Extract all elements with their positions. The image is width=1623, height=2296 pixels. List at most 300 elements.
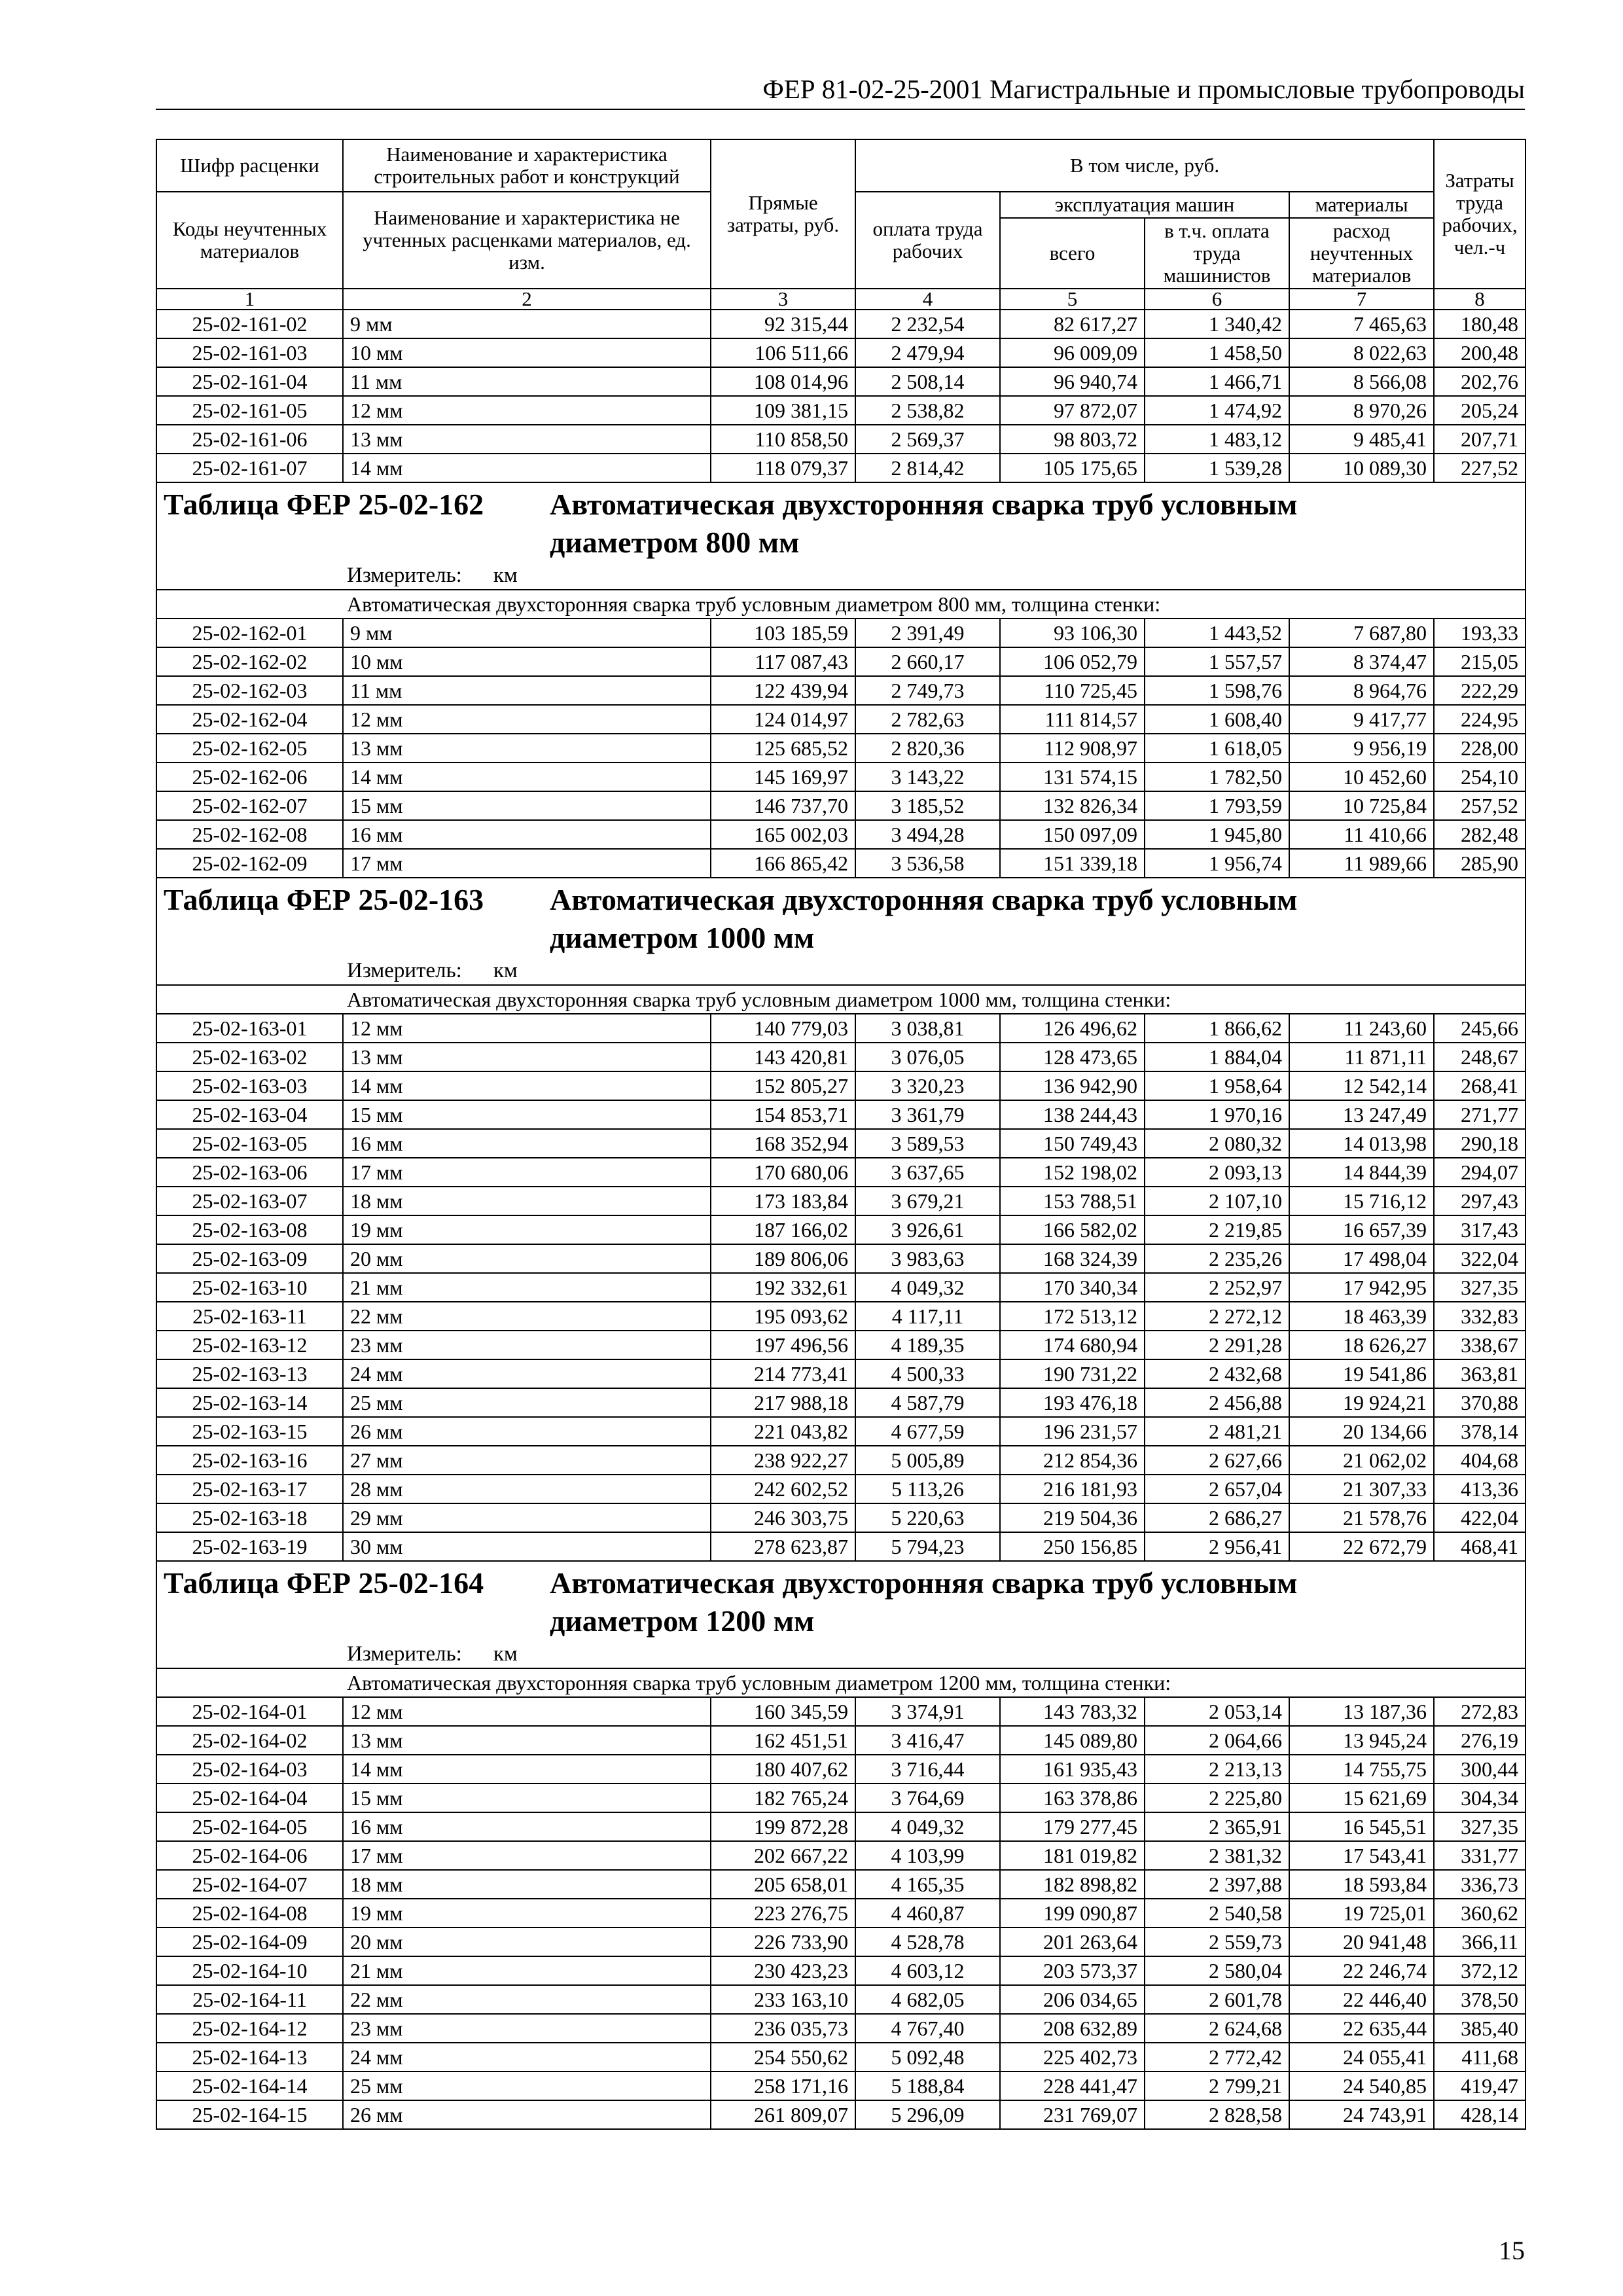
machines-total: 216 181,93 bbox=[1000, 1475, 1145, 1503]
machines-wages: 2 080,32 bbox=[1145, 1129, 1289, 1158]
direct-costs: 110 858,50 bbox=[711, 425, 855, 454]
table-title-row bbox=[156, 1561, 1525, 1640]
machines-wages: 2 053,14 bbox=[1145, 1697, 1289, 1726]
machines-total: 126 496,62 bbox=[1000, 1014, 1145, 1043]
table-title-row bbox=[156, 482, 1525, 562]
wall-thickness: 10 мм bbox=[343, 647, 711, 676]
direct-costs: 143 420,81 bbox=[711, 1043, 855, 1071]
rate-code: 25-02-163-18 bbox=[156, 1503, 343, 1532]
table-row bbox=[156, 1359, 1525, 1388]
rate-code: 25-02-163-11 bbox=[156, 1302, 343, 1331]
header-machines-total: всего bbox=[1000, 218, 1145, 289]
direct-costs: 118 079,37 bbox=[711, 454, 855, 482]
table-body bbox=[156, 310, 1525, 2129]
table-title bbox=[156, 482, 1525, 562]
labor-hours: 248,67 bbox=[1434, 1043, 1525, 1071]
table-row bbox=[156, 2100, 1525, 2129]
worker-wages: 2 569,37 bbox=[855, 425, 1000, 454]
direct-costs: 160 345,59 bbox=[711, 1697, 855, 1726]
wall-thickness: 15 мм bbox=[343, 791, 711, 820]
table-row bbox=[156, 1532, 1525, 1561]
table-row bbox=[156, 425, 1525, 454]
labor-hours: 224,95 bbox=[1434, 705, 1525, 734]
worker-wages: 3 185,52 bbox=[855, 791, 1000, 820]
materials: 22 635,44 bbox=[1289, 2014, 1434, 2043]
machines-wages: 1 458,50 bbox=[1145, 338, 1289, 367]
machines-wages: 1 945,80 bbox=[1145, 820, 1289, 849]
machines-total: 106 052,79 bbox=[1000, 647, 1145, 676]
direct-costs: 221 043,82 bbox=[711, 1417, 855, 1446]
direct-costs: 230 423,23 bbox=[711, 1956, 855, 1985]
wall-thickness: 23 мм bbox=[343, 2014, 711, 2043]
labor-hours: 411,68 bbox=[1434, 2043, 1525, 2072]
machines-total: 153 788,51 bbox=[1000, 1187, 1145, 1215]
rate-code: 25-02-163-15 bbox=[156, 1417, 343, 1446]
wall-thickness: 11 мм bbox=[343, 367, 711, 396]
labor-hours: 327,35 bbox=[1434, 1812, 1525, 1841]
machines-total: 105 175,65 bbox=[1000, 454, 1145, 482]
rate-code: 25-02-161-05 bbox=[156, 396, 343, 425]
column-number: 6 bbox=[1145, 289, 1289, 310]
table-row bbox=[156, 1071, 1525, 1100]
header-unaccounted-codes: Коды неучтенных материалов bbox=[156, 192, 343, 289]
wall-thickness: 11 мм bbox=[343, 676, 711, 705]
labor-hours: 285,90 bbox=[1434, 849, 1525, 878]
table-name bbox=[550, 881, 1492, 957]
machines-wages: 2 107,10 bbox=[1145, 1187, 1289, 1215]
machines-wages: 1 970,16 bbox=[1145, 1100, 1289, 1129]
machines-wages: 1 958,64 bbox=[1145, 1071, 1289, 1100]
materials: 24 743,91 bbox=[1289, 2100, 1434, 2129]
wall-thickness: 22 мм bbox=[343, 1985, 711, 2014]
rate-code: 25-02-164-12 bbox=[156, 2014, 343, 2043]
direct-costs: 162 451,51 bbox=[711, 1726, 855, 1755]
measure bbox=[156, 1640, 1525, 1668]
table-row bbox=[156, 1014, 1525, 1043]
materials: 18 463,39 bbox=[1289, 1302, 1434, 1331]
wall-thickness: 14 мм bbox=[343, 1071, 711, 1100]
machines-total: 82 617,27 bbox=[1000, 310, 1145, 338]
rate-code: 25-02-163-01 bbox=[156, 1014, 343, 1043]
machines-wages: 1 956,74 bbox=[1145, 849, 1289, 878]
rate-code: 25-02-163-10 bbox=[156, 1273, 343, 1302]
wall-thickness: 12 мм bbox=[343, 1014, 711, 1043]
machines-total: 174 680,94 bbox=[1000, 1331, 1145, 1359]
worker-wages: 5 188,84 bbox=[855, 2072, 1000, 2100]
materials: 21 062,02 bbox=[1289, 1446, 1434, 1475]
worker-wages: 5 113,26 bbox=[855, 1475, 1000, 1503]
machines-total: 110 725,45 bbox=[1000, 676, 1145, 705]
worker-wages: 3 076,05 bbox=[855, 1043, 1000, 1071]
wall-thickness: 26 мм bbox=[343, 1417, 711, 1446]
worker-wages: 2 479,94 bbox=[855, 338, 1000, 367]
worker-wages: 2 538,82 bbox=[855, 396, 1000, 425]
materials: 16 545,51 bbox=[1289, 1812, 1434, 1841]
measure bbox=[156, 562, 1525, 590]
rate-code: 25-02-164-10 bbox=[156, 1956, 343, 1985]
machines-total: 132 826,34 bbox=[1000, 791, 1145, 820]
column-number: 5 bbox=[1000, 289, 1145, 310]
wall-thickness: 12 мм bbox=[343, 396, 711, 425]
direct-costs: 125 685,52 bbox=[711, 734, 855, 762]
rate-code: 25-02-163-16 bbox=[156, 1446, 343, 1475]
worker-wages: 3 536,58 bbox=[855, 849, 1000, 878]
machines-wages: 2 291,28 bbox=[1145, 1331, 1289, 1359]
worker-wages: 2 749,73 bbox=[855, 676, 1000, 705]
rate-code: 25-02-164-11 bbox=[156, 1985, 343, 2014]
worker-wages: 4 528,78 bbox=[855, 1928, 1000, 1956]
measure-label: Измеритель: bbox=[347, 959, 462, 982]
materials: 17 498,04 bbox=[1289, 1244, 1434, 1273]
rate-code: 25-02-162-04 bbox=[156, 705, 343, 734]
wall-thickness: 19 мм bbox=[343, 1899, 711, 1928]
direct-costs: 146 737,70 bbox=[711, 791, 855, 820]
header-code: Шифр расценки bbox=[156, 139, 343, 192]
wall-thickness: 13 мм bbox=[343, 734, 711, 762]
labor-hours: 207,71 bbox=[1434, 425, 1525, 454]
machines-total: 219 504,36 bbox=[1000, 1503, 1145, 1532]
running-head-title: ФЕР 81-02-25-2001 Магистральные и промысловые трубопроводы bbox=[762, 74, 1525, 104]
labor-hours: 222,29 bbox=[1434, 676, 1525, 705]
wall-thickness: 18 мм bbox=[343, 1187, 711, 1215]
worker-wages: 3 374,91 bbox=[855, 1697, 1000, 1726]
header-unaccounted-name: Наименование и характеристика не учтенных расценками материалов, ед. изм. bbox=[343, 192, 711, 289]
direct-costs: 254 550,62 bbox=[711, 2043, 855, 2072]
machines-total: 181 019,82 bbox=[1000, 1841, 1145, 1870]
header-direct-costs: Прямые затраты, руб. bbox=[711, 139, 855, 289]
header-machines: эксплуатация машин bbox=[1000, 192, 1289, 218]
wall-thickness: 10 мм bbox=[343, 338, 711, 367]
machines-total: 161 935,43 bbox=[1000, 1755, 1145, 1784]
wall-thickness: 9 мм bbox=[343, 619, 711, 647]
labor-hours: 268,41 bbox=[1434, 1071, 1525, 1100]
worker-wages: 3 143,22 bbox=[855, 762, 1000, 791]
machines-total: 206 034,65 bbox=[1000, 1985, 1145, 2014]
wall-thickness: 20 мм bbox=[343, 1244, 711, 1273]
measure-value: км bbox=[493, 564, 518, 587]
wall-thickness: 14 мм bbox=[343, 454, 711, 482]
wall-thickness: 12 мм bbox=[343, 705, 711, 734]
table-name bbox=[550, 486, 1492, 562]
direct-costs: 233 163,10 bbox=[711, 1985, 855, 2014]
section-subtitle-row bbox=[156, 985, 1525, 1014]
header-rule bbox=[156, 109, 1525, 110]
wall-thickness: 20 мм bbox=[343, 1928, 711, 1956]
section-subtitle: Автоматическая двухсторонняя сварка труб условным диаметром 800 мм, толщина стенки: bbox=[156, 590, 1525, 619]
machines-wages: 1 608,40 bbox=[1145, 705, 1289, 734]
labor-hours: 404,68 bbox=[1434, 1446, 1525, 1475]
rate-code: 25-02-163-12 bbox=[156, 1331, 343, 1359]
table-row bbox=[156, 1475, 1525, 1503]
rate-code: 25-02-163-14 bbox=[156, 1388, 343, 1417]
wall-thickness: 9 мм bbox=[343, 310, 711, 338]
machines-wages: 2 580,04 bbox=[1145, 1956, 1289, 1985]
materials: 9 417,77 bbox=[1289, 705, 1434, 734]
machines-wages: 2 456,88 bbox=[1145, 1388, 1289, 1417]
rate-code: 25-02-163-05 bbox=[156, 1129, 343, 1158]
direct-costs: 180 407,62 bbox=[711, 1755, 855, 1784]
labor-hours: 331,77 bbox=[1434, 1841, 1525, 1870]
materials: 18 626,27 bbox=[1289, 1331, 1434, 1359]
materials: 22 446,40 bbox=[1289, 1985, 1434, 2014]
materials: 17 543,41 bbox=[1289, 1841, 1434, 1870]
direct-costs: 108 014,96 bbox=[711, 367, 855, 396]
labor-hours: 257,52 bbox=[1434, 791, 1525, 820]
section-subtitle-row bbox=[156, 590, 1525, 619]
table-row bbox=[156, 2014, 1525, 2043]
labor-hours: 370,88 bbox=[1434, 1388, 1525, 1417]
worker-wages: 4 189,35 bbox=[855, 1331, 1000, 1359]
table-row bbox=[156, 1043, 1525, 1071]
table-name bbox=[550, 1564, 1492, 1640]
wall-thickness: 23 мм bbox=[343, 1331, 711, 1359]
table-name-line: диаметром 1000 мм bbox=[550, 921, 815, 954]
table-row bbox=[156, 1446, 1525, 1475]
machines-total: 203 573,37 bbox=[1000, 1956, 1145, 1985]
wall-thickness: 22 мм bbox=[343, 1302, 711, 1331]
worker-wages: 3 416,47 bbox=[855, 1726, 1000, 1755]
labor-hours: 193,33 bbox=[1434, 619, 1525, 647]
worker-wages: 2 508,14 bbox=[855, 367, 1000, 396]
table-row bbox=[156, 1331, 1525, 1359]
header-materials-sub: расход неучтенных материалов bbox=[1289, 218, 1434, 289]
materials: 13 187,36 bbox=[1289, 1697, 1434, 1726]
direct-costs: 278 623,87 bbox=[711, 1532, 855, 1561]
machines-total: 138 244,43 bbox=[1000, 1100, 1145, 1129]
header-labor: Затраты труда рабочих, чел.-ч bbox=[1434, 139, 1525, 289]
column-number-row bbox=[156, 289, 1525, 310]
wall-thickness: 30 мм bbox=[343, 1532, 711, 1561]
worker-wages: 5 092,48 bbox=[855, 2043, 1000, 2072]
machines-total: 190 731,22 bbox=[1000, 1359, 1145, 1388]
wall-thickness: 17 мм bbox=[343, 1841, 711, 1870]
rate-code: 25-02-162-03 bbox=[156, 676, 343, 705]
rate-code: 25-02-162-09 bbox=[156, 849, 343, 878]
column-number: 4 bbox=[855, 289, 1000, 310]
materials: 14 755,75 bbox=[1289, 1755, 1434, 1784]
materials: 12 542,14 bbox=[1289, 1071, 1434, 1100]
wall-thickness: 18 мм bbox=[343, 1870, 711, 1899]
measure bbox=[156, 957, 1525, 985]
machines-wages: 2 624,68 bbox=[1145, 2014, 1289, 2043]
table-row bbox=[156, 367, 1525, 396]
worker-wages: 2 660,17 bbox=[855, 647, 1000, 676]
machines-wages: 1 782,50 bbox=[1145, 762, 1289, 791]
materials: 14 013,98 bbox=[1289, 1129, 1434, 1158]
table-row bbox=[156, 396, 1525, 425]
machines-total: 128 473,65 bbox=[1000, 1043, 1145, 1071]
machines-total: 163 378,86 bbox=[1000, 1784, 1145, 1812]
labor-hours: 428,14 bbox=[1434, 2100, 1525, 2129]
direct-costs: 109 381,15 bbox=[711, 396, 855, 425]
table-row bbox=[156, 1215, 1525, 1244]
wall-thickness: 16 мм bbox=[343, 1812, 711, 1841]
table-name-line: Автоматическая двухсторонняя сварка труб условным bbox=[550, 488, 1298, 521]
machines-wages: 2 956,41 bbox=[1145, 1532, 1289, 1561]
direct-costs: 154 853,71 bbox=[711, 1100, 855, 1129]
worker-wages: 2 782,63 bbox=[855, 705, 1000, 734]
table-row bbox=[156, 1503, 1525, 1532]
direct-costs: 124 014,97 bbox=[711, 705, 855, 734]
direct-costs: 214 773,41 bbox=[711, 1359, 855, 1388]
table-title bbox=[156, 1561, 1525, 1640]
rate-code: 25-02-164-13 bbox=[156, 2043, 343, 2072]
worker-wages: 3 494,28 bbox=[855, 820, 1000, 849]
table-row bbox=[156, 734, 1525, 762]
materials: 22 672,79 bbox=[1289, 1532, 1434, 1561]
worker-wages: 3 589,53 bbox=[855, 1129, 1000, 1158]
materials: 15 716,12 bbox=[1289, 1187, 1434, 1215]
machines-total: 231 769,07 bbox=[1000, 2100, 1145, 2129]
table-row bbox=[156, 1812, 1525, 1841]
labor-hours: 322,04 bbox=[1434, 1244, 1525, 1273]
direct-costs: 236 035,73 bbox=[711, 2014, 855, 2043]
table-code: Таблица ФЕР 25-02-164 bbox=[164, 1566, 484, 1600]
machines-wages: 2 657,04 bbox=[1145, 1475, 1289, 1503]
measure-row bbox=[156, 1640, 1525, 1668]
machines-total: 151 339,18 bbox=[1000, 849, 1145, 878]
table-row bbox=[156, 1244, 1525, 1273]
table-row bbox=[156, 1158, 1525, 1187]
labor-hours: 363,81 bbox=[1434, 1359, 1525, 1388]
direct-costs: 140 779,03 bbox=[711, 1014, 855, 1043]
rate-code: 25-02-164-07 bbox=[156, 1870, 343, 1899]
rate-code: 25-02-163-02 bbox=[156, 1043, 343, 1071]
rate-code: 25-02-161-02 bbox=[156, 310, 343, 338]
direct-costs: 261 809,07 bbox=[711, 2100, 855, 2129]
materials: 11 989,66 bbox=[1289, 849, 1434, 878]
wall-thickness: 25 мм bbox=[343, 2072, 711, 2100]
table-row bbox=[156, 647, 1525, 676]
machines-wages: 1 539,28 bbox=[1145, 454, 1289, 482]
labor-hours: 378,50 bbox=[1434, 1985, 1525, 2014]
machines-total: 96 009,09 bbox=[1000, 338, 1145, 367]
machines-total: 131 574,15 bbox=[1000, 762, 1145, 791]
worker-wages: 4 049,32 bbox=[855, 1812, 1000, 1841]
machines-wages: 2 686,27 bbox=[1145, 1503, 1289, 1532]
machines-wages: 2 252,97 bbox=[1145, 1273, 1289, 1302]
worker-wages: 3 038,81 bbox=[855, 1014, 1000, 1043]
direct-costs: 92 315,44 bbox=[711, 310, 855, 338]
machines-wages: 1 618,05 bbox=[1145, 734, 1289, 762]
table-row bbox=[156, 1697, 1525, 1726]
table-row bbox=[156, 1899, 1525, 1928]
rate-code: 25-02-164-09 bbox=[156, 1928, 343, 1956]
wall-thickness: 14 мм bbox=[343, 1755, 711, 1784]
materials: 13 945,24 bbox=[1289, 1726, 1434, 1755]
machines-wages: 2 559,73 bbox=[1145, 1928, 1289, 1956]
direct-costs: 173 183,84 bbox=[711, 1187, 855, 1215]
direct-costs: 166 865,42 bbox=[711, 849, 855, 878]
wall-thickness: 16 мм bbox=[343, 820, 711, 849]
labor-hours: 228,00 bbox=[1434, 734, 1525, 762]
price-table bbox=[156, 139, 1526, 2130]
measure-label: Измеритель: bbox=[347, 564, 462, 587]
rate-code: 25-02-163-13 bbox=[156, 1359, 343, 1388]
direct-costs: 205 658,01 bbox=[711, 1870, 855, 1899]
wall-thickness: 14 мм bbox=[343, 762, 711, 791]
wall-thickness: 24 мм bbox=[343, 2043, 711, 2072]
direct-costs: 189 806,06 bbox=[711, 1244, 855, 1273]
machines-wages: 2 432,68 bbox=[1145, 1359, 1289, 1388]
materials: 11 871,11 bbox=[1289, 1043, 1434, 1071]
machines-wages: 2 235,26 bbox=[1145, 1244, 1289, 1273]
table-code: Таблица ФЕР 25-02-162 bbox=[164, 488, 484, 521]
direct-costs: 223 276,75 bbox=[711, 1899, 855, 1928]
table-row bbox=[156, 2072, 1525, 2100]
wall-thickness: 13 мм bbox=[343, 1043, 711, 1071]
labor-hours: 378,14 bbox=[1434, 1417, 1525, 1446]
column-number: 3 bbox=[711, 289, 855, 310]
labor-hours: 215,05 bbox=[1434, 647, 1525, 676]
direct-costs: 202 667,22 bbox=[711, 1841, 855, 1870]
materials: 8 970,26 bbox=[1289, 396, 1434, 425]
machines-total: 96 940,74 bbox=[1000, 367, 1145, 396]
rate-code: 25-02-164-05 bbox=[156, 1812, 343, 1841]
labor-hours: 200,48 bbox=[1434, 338, 1525, 367]
worker-wages: 3 320,23 bbox=[855, 1071, 1000, 1100]
table-row bbox=[156, 1187, 1525, 1215]
machines-total: 212 854,36 bbox=[1000, 1446, 1145, 1475]
table-row bbox=[156, 1784, 1525, 1812]
labor-hours: 468,41 bbox=[1434, 1532, 1525, 1561]
labor-hours: 366,11 bbox=[1434, 1928, 1525, 1956]
machines-total: 201 263,64 bbox=[1000, 1928, 1145, 1956]
direct-costs: 145 169,97 bbox=[711, 762, 855, 791]
machines-wages: 1 340,42 bbox=[1145, 310, 1289, 338]
worker-wages: 4 103,99 bbox=[855, 1841, 1000, 1870]
machines-total: 250 156,85 bbox=[1000, 1532, 1145, 1561]
machines-total: 98 803,72 bbox=[1000, 425, 1145, 454]
machines-wages: 2 481,21 bbox=[1145, 1417, 1289, 1446]
materials: 7 687,80 bbox=[1289, 619, 1434, 647]
materials: 10 725,84 bbox=[1289, 791, 1434, 820]
section-subtitle-row bbox=[156, 1668, 1525, 1697]
machines-wages: 2 627,66 bbox=[1145, 1446, 1289, 1475]
table-row bbox=[156, 619, 1525, 647]
rate-code: 25-02-161-07 bbox=[156, 454, 343, 482]
labor-hours: 180,48 bbox=[1434, 310, 1525, 338]
table-name-line: Автоматическая двухсторонняя сварка труб условным bbox=[550, 883, 1298, 916]
worker-wages: 3 361,79 bbox=[855, 1100, 1000, 1129]
labor-hours: 385,40 bbox=[1434, 2014, 1525, 2043]
materials: 15 621,69 bbox=[1289, 1784, 1434, 1812]
rate-code: 25-02-162-06 bbox=[156, 762, 343, 791]
table-row bbox=[156, 849, 1525, 878]
labor-hours: 282,48 bbox=[1434, 820, 1525, 849]
labor-hours: 205,24 bbox=[1434, 396, 1525, 425]
wall-thickness: 19 мм bbox=[343, 1215, 711, 1244]
wall-thickness: 26 мм bbox=[343, 2100, 711, 2129]
machines-wages: 1 443,52 bbox=[1145, 619, 1289, 647]
table-header bbox=[156, 139, 1525, 310]
rate-code: 25-02-161-04 bbox=[156, 367, 343, 396]
column-number: 2 bbox=[343, 289, 711, 310]
wall-thickness: 28 мм bbox=[343, 1475, 711, 1503]
materials: 11 243,60 bbox=[1289, 1014, 1434, 1043]
materials: 8 566,08 bbox=[1289, 367, 1434, 396]
labor-hours: 422,04 bbox=[1434, 1503, 1525, 1532]
rate-code: 25-02-161-06 bbox=[156, 425, 343, 454]
machines-wages: 2 272,12 bbox=[1145, 1302, 1289, 1331]
direct-costs: 168 352,94 bbox=[711, 1129, 855, 1158]
table-row bbox=[156, 338, 1525, 367]
materials: 10 452,60 bbox=[1289, 762, 1434, 791]
header-incl: В том числе, руб. bbox=[855, 139, 1434, 192]
table-row bbox=[156, 820, 1525, 849]
table-row bbox=[156, 1273, 1525, 1302]
rate-code: 25-02-164-15 bbox=[156, 2100, 343, 2129]
